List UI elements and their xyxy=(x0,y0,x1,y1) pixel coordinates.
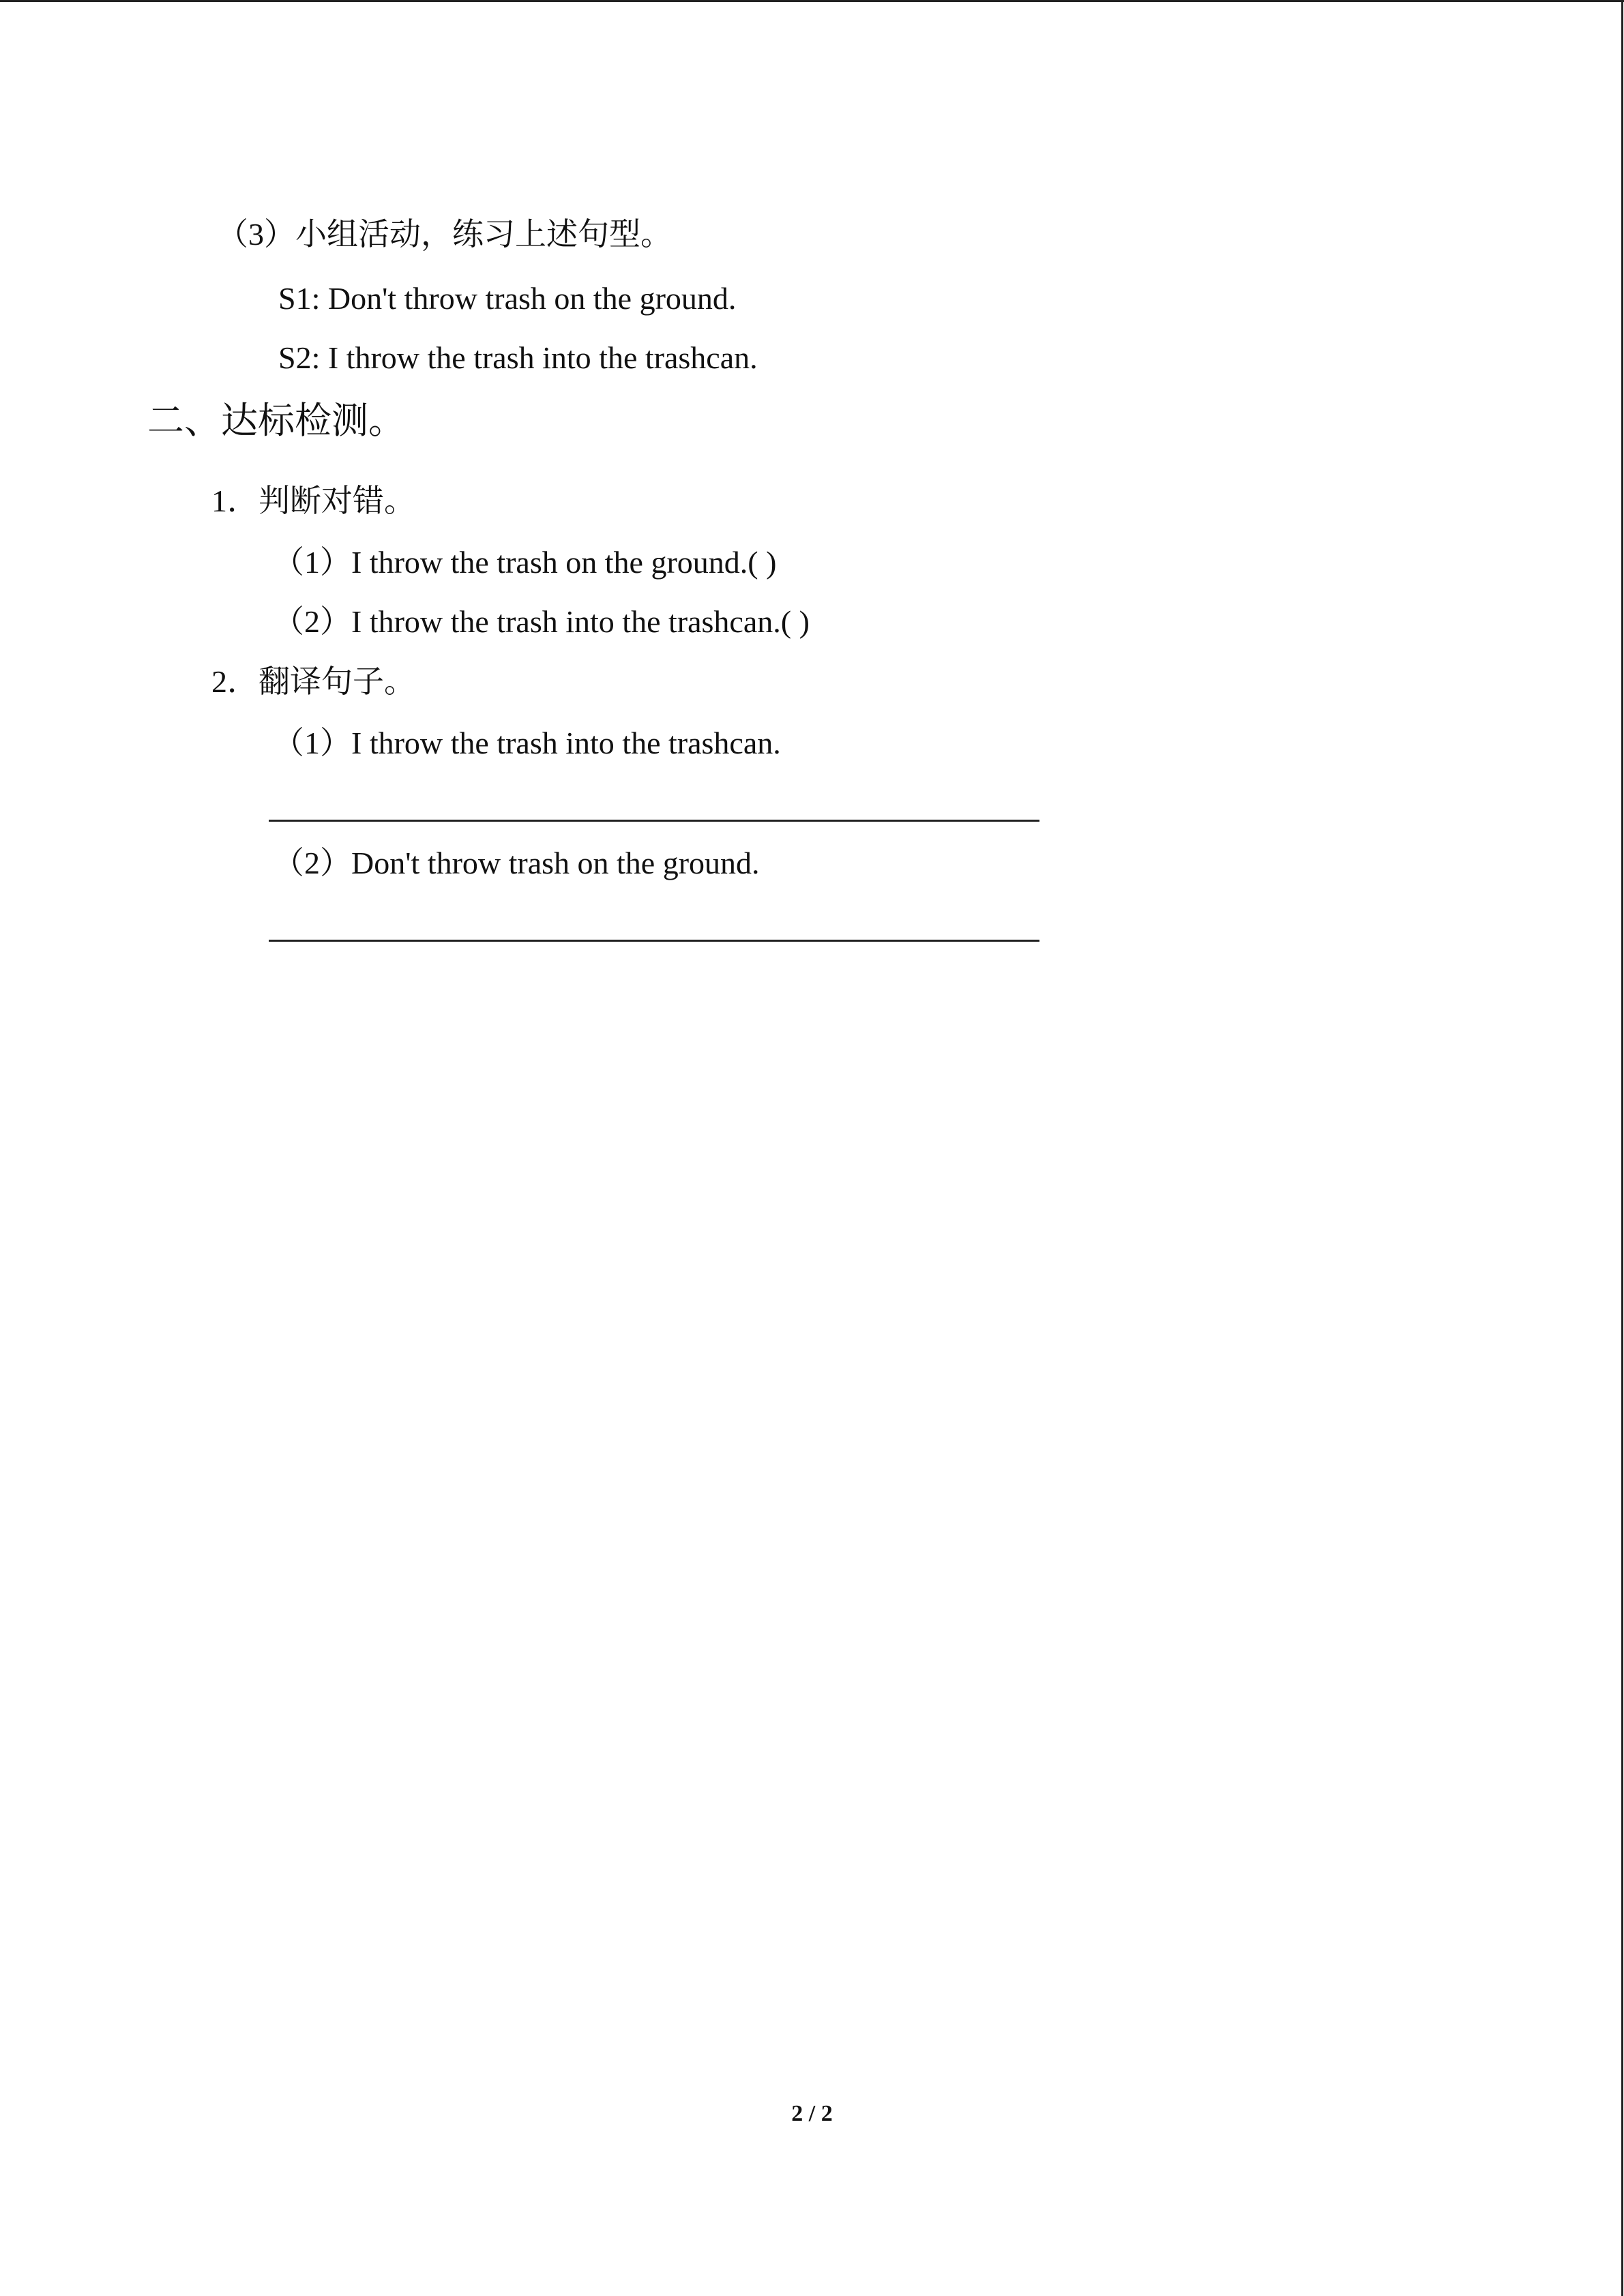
section-heading: 二、达标检测。 xyxy=(147,400,405,441)
true-false-item-2: （2）I throw the trash into the trashcan.( ) xyxy=(273,604,810,639)
page-number: 2 / 2 xyxy=(791,2101,833,2126)
page-right-border xyxy=(1621,0,1623,2296)
question-1-title: 1．判断对错。 xyxy=(211,483,415,518)
true-false-item-1: （1）I throw the trash on the ground.( ) xyxy=(273,545,777,580)
translate-item-2: （2）Don't throw trash on the ground. xyxy=(273,846,760,880)
dialogue-line-s1: S1: Don't throw trash on the ground. xyxy=(278,281,737,316)
activity-item-3: （3）小组活动，练习上述句型。 xyxy=(217,217,672,252)
translate-item-1: （1）I throw the trash into the trashcan. xyxy=(273,726,781,760)
answer-blank-1[interactable] xyxy=(269,820,1039,822)
question-2-title: 2．翻译句子。 xyxy=(211,664,415,699)
page-top-border xyxy=(0,0,1624,2)
dialogue-line-s2: S2: I throw the trash into the trashcan. xyxy=(278,340,758,375)
answer-blank-2[interactable] xyxy=(269,940,1039,942)
